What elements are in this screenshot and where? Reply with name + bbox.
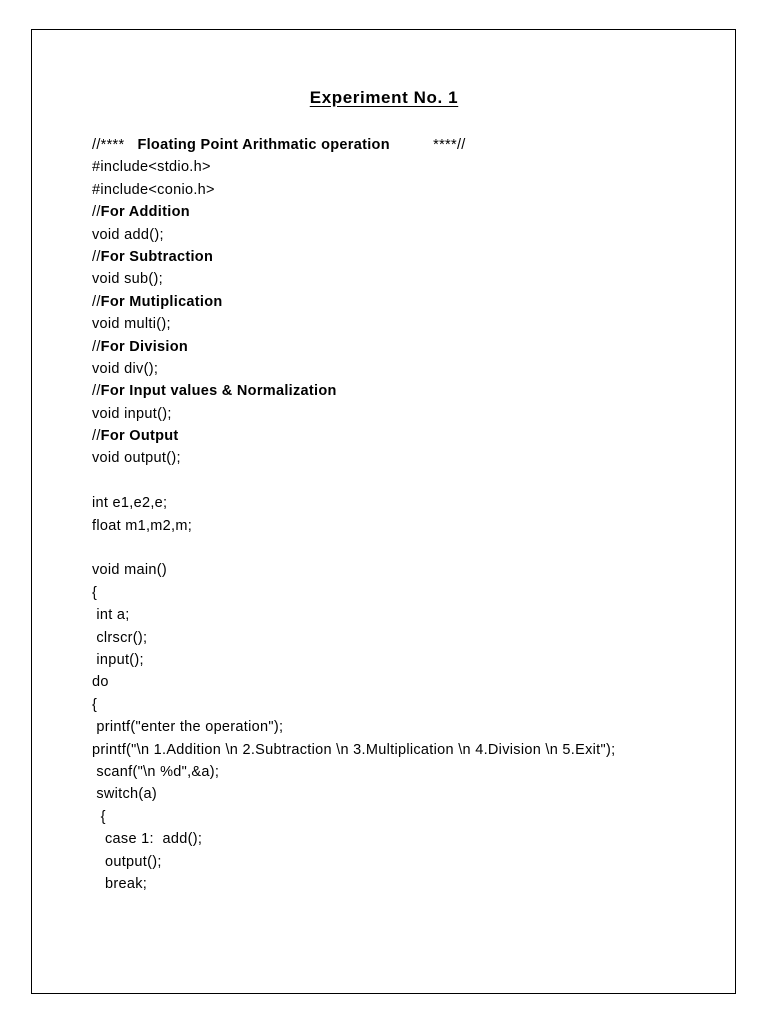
code-line-output-call: output(); (92, 853, 162, 870)
comment-marker: // (92, 338, 101, 355)
code-listing (92, 134, 712, 895)
code-line-case1: case 1: add(); (92, 831, 203, 848)
code-line-printf-menu: printf("\n 1.Addition \n 2.Subtraction \n 3.Multiplication \n 4.Division \n 5.Exit"); (92, 741, 616, 758)
code-line-main: void main() (92, 562, 168, 579)
code-line-int-vars: int e1,e2,e; (92, 495, 168, 512)
page-title (0, 88, 768, 108)
comment-text: For Addition (100, 204, 190, 221)
comment-marker: // (92, 204, 101, 221)
code-line-scanf: scanf("\n %d",&a); (92, 763, 220, 780)
code-line-include-stdio: #include<stdio.h> (92, 159, 211, 176)
code-line-brace: { (92, 584, 98, 601)
code-line-include-conio: #include<conio.h> (92, 181, 215, 198)
comment-marker: // (92, 248, 101, 265)
code-line-switch: switch(a) (92, 786, 158, 803)
code-line-do: do (92, 674, 109, 691)
code-line-brace: { (92, 808, 106, 825)
code-line-int-a: int a; (92, 607, 130, 624)
comment-marker: //**** (92, 137, 125, 153)
code-line-break: break; (92, 875, 148, 892)
comment-subtraction (92, 246, 712, 268)
comment-output (92, 425, 712, 447)
comment-text: For Input values & Normalization (100, 383, 337, 400)
code-line-float-vars: float m1,m2,m; (92, 517, 193, 534)
comment-division (92, 336, 712, 358)
header-comment-text: Floating Point Arithmatic operation (137, 137, 390, 153)
code-line-decl-input: void input(); (92, 405, 172, 422)
comment-marker: ****// (433, 137, 466, 153)
code-line-header (92, 134, 712, 156)
comment-marker: // (92, 383, 101, 400)
code-line-decl-add: void add(); (92, 226, 164, 243)
code-line-clrscr: clrscr(); (92, 629, 148, 646)
code-line-input-call: input(); (92, 651, 144, 668)
code-line-brace: { (92, 696, 98, 713)
comment-text: For Division (100, 338, 189, 355)
comment-multiplication (92, 291, 712, 313)
comment-input (92, 380, 712, 402)
comment-marker: // (92, 428, 101, 445)
code-line-decl-output: void output(); (92, 450, 181, 467)
blank-line (92, 537, 712, 559)
code-line-decl-multi: void multi(); (92, 316, 171, 333)
title-text: Experiment No. 1 (309, 88, 459, 107)
comment-text: For Output (100, 428, 179, 445)
code-line-decl-sub: void sub(); (92, 271, 163, 288)
comment-text: For Subtraction (100, 248, 214, 265)
blank-line (92, 470, 712, 492)
comment-marker: // (92, 293, 101, 310)
comment-addition (92, 201, 712, 223)
code-line-printf-prompt: printf("enter the operation"); (92, 719, 284, 736)
code-line-decl-div: void div(); (92, 360, 159, 377)
comment-text: For Mutiplication (100, 293, 223, 310)
